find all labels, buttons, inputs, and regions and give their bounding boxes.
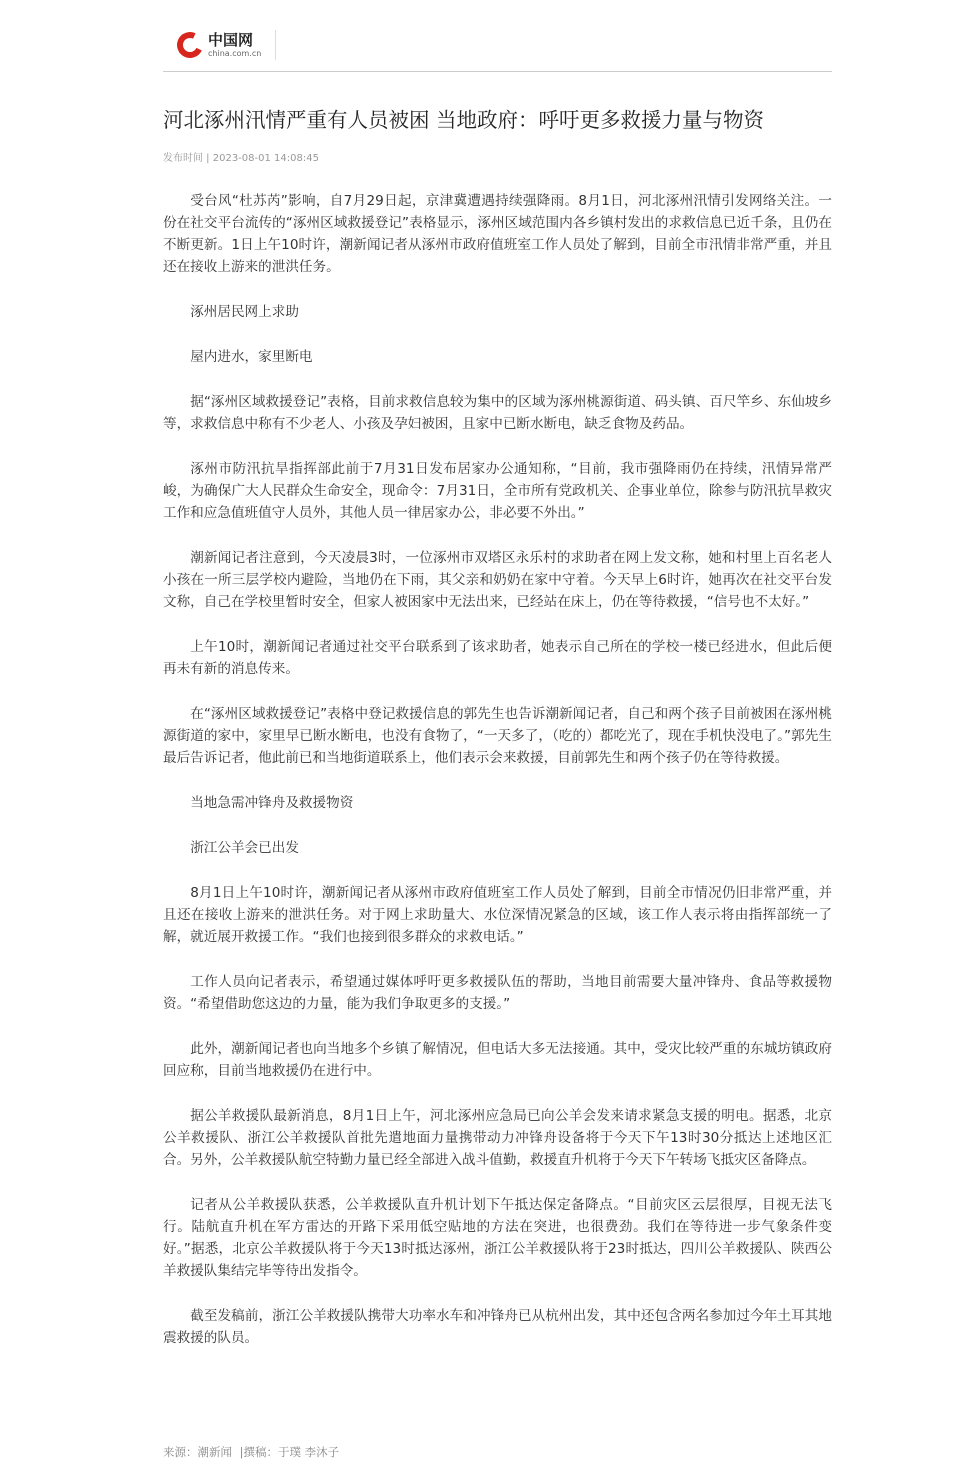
paragraph: 工作人员向记者表示，希望通过媒体呼吁更多救援队伍的帮助，当地目前需要大量冲锋舟、食品等救援物资。“希望借助您这边的力量，能为我们争取更多的支援。” bbox=[163, 974, 832, 1012]
article-title: 河北涿州汛情严重有人员被困 当地政府：呼吁更多救援力量与物资 bbox=[163, 108, 765, 132]
subheading: 浙江公羊会已出发 bbox=[190, 840, 299, 856]
paragraph: 受台风“杜苏芮”影响，自7月29日起，京津冀遭遇持续强降雨。8月1日，河北涿州汛情引发网络关注。一份在社交平台流传的“涿州区域救援登记”表格显示，涿州区域范围内各乡镇村发出的求救信息已近千条，且仍在不断更新。1日上午10时许，潮新闻记者从涿州市政府值班室工作人员处了解到，目前全市汛情非常严重，并且还在接收上游来的泄洪任务。 bbox=[163, 193, 832, 275]
paragraph: 记者从公羊救援队获悉，公羊救援队直升机计划下午抵达保定备降点。“目前灾区云层很厚，目视无法飞行。陆航直升机在军方雷达的开路下采用低空贴地的方法在突进，也很费劲。我们在等待进一步气象条件变好。”据悉，北京公羊救援队将于今天13时抵达涿州，浙江公羊救援队将于23时抵达，四川公羊救援队、陕西公羊救援队集结完毕等待出发指令。 bbox=[163, 1197, 832, 1279]
publish-time: 发布时间 | 2023-08-01 14:08:45 bbox=[163, 153, 319, 164]
paragraph: 据公羊救援队最新消息，8月1日上午，河北涿州应急局已向公羊会发来请求紧急支援的明电。据悉，北京公羊救援队、浙江公羊救援队首批先遣地面力量携带动力冲锋舟设备将于今天下午13时30分抵达上述地区汇合。另外，公羊救援队航空特勤力量已经全部进入战斗值勤，救援直升机将于今天下午转场飞抵灾区备降点。 bbox=[163, 1108, 832, 1168]
article-body bbox=[163, 190, 832, 1372]
china-com-cn-logo-icon bbox=[173, 28, 206, 61]
logo-en: china.com.cn bbox=[208, 48, 262, 58]
subheading: 当地急需冲锋舟及救援物资 bbox=[190, 795, 354, 811]
logo-text bbox=[208, 30, 262, 58]
paragraph: 截至发稿前，浙江公羊救援队携带大功率水车和冲锋舟已从杭州出发，其中还包含两名参加过今年土耳其地震救援的队员。 bbox=[163, 1308, 832, 1346]
site-logo[interactable] bbox=[177, 28, 276, 62]
paragraph: 8月1日上午10时许，潮新闻记者从涿州市政府值班室工作人员处了解到，目前全市情况仍旧非常严重，并且还在接收上游来的泄洪任务。对于网上求助量大、水位深情况紧急的区域，该工作人表示将由指挥部统一了解，就近展开救援工作。“我们也接到很多群众的求救电话。” bbox=[163, 885, 832, 945]
subheading: 屋内进水，家里断电 bbox=[190, 349, 313, 365]
paragraph: 潮新闻记者注意到，今天凌晨3时，一位涿州市双塔区永乐村的求助者在网上发文称，她和村里上百名老人小孩在一所三层学校内避险，当地仍在下雨，其父亲和奶奶在家中守着。今天早上6时许，她再次在社交平台发文称，自己在学校里暂时安全，但家人被困家中无法出来，已经站在床上，仍在等待救援，“信号也不太好。” bbox=[163, 550, 832, 610]
logo-cn: 中国网 bbox=[208, 30, 254, 49]
paragraph: 涿州市防汛抗旱指挥部此前于7月31日发布居家办公通知称，“目前，我市强降雨仍在持续，汛情异常严峻，为确保广大人民群众生命安全，现命令：7月31日，全市所有党政机关、企事业单位，除参与防汛抗旱救灾工作和应急值班值守人员外，其他人员一律居家办公，非必要不外出。” bbox=[163, 461, 832, 521]
logo-divider bbox=[275, 30, 276, 60]
paragraph: 上午10时，潮新闻记者通过社交平台联系到了该求助者，她表示自己所在的学校一楼已经进水，但此后便再未有新的消息传来。 bbox=[163, 639, 832, 677]
paragraph: 此外，潮新闻记者也向当地多个乡镇了解情况，但电话大多无法接通。其中，受灾比较严重的东城坊镇政府回应称，目前当地救援仍在进行中。 bbox=[163, 1041, 832, 1079]
source-label: 来源：潮新闻 bbox=[163, 1445, 232, 1459]
paragraph: 据“涿州区域救援登记”表格，目前求救信息较为集中的区域为涿州桃源街道、码头镇、百尺竿乡、东仙坡乡等，求救信息中称有不少老人、小孩及孕妇被困，且家中已断水断电，缺乏食物及药品。 bbox=[163, 394, 832, 432]
article-footer bbox=[163, 1444, 343, 1460]
header-divider bbox=[163, 71, 832, 72]
paragraph: 在“涿州区域救援登记”表格中登记救援信息的郭先生也告诉潮新闻记者，自己和两个孩子目前被困在涿州桃源街道的家中，家里早已断水断电，也没有食物了，“一天多了，（吃的）都吃光了，现在手机快没电了。”郭先生最后告诉记者，他此前已和当地街道联系上，他们表示会来救援，目前郭先生和两个孩子仍在等待救援。 bbox=[163, 706, 832, 766]
subheading: 涿州居民网上求助 bbox=[190, 304, 299, 320]
author-label: |撰稿：于璞 李沐子 bbox=[239, 1445, 340, 1459]
